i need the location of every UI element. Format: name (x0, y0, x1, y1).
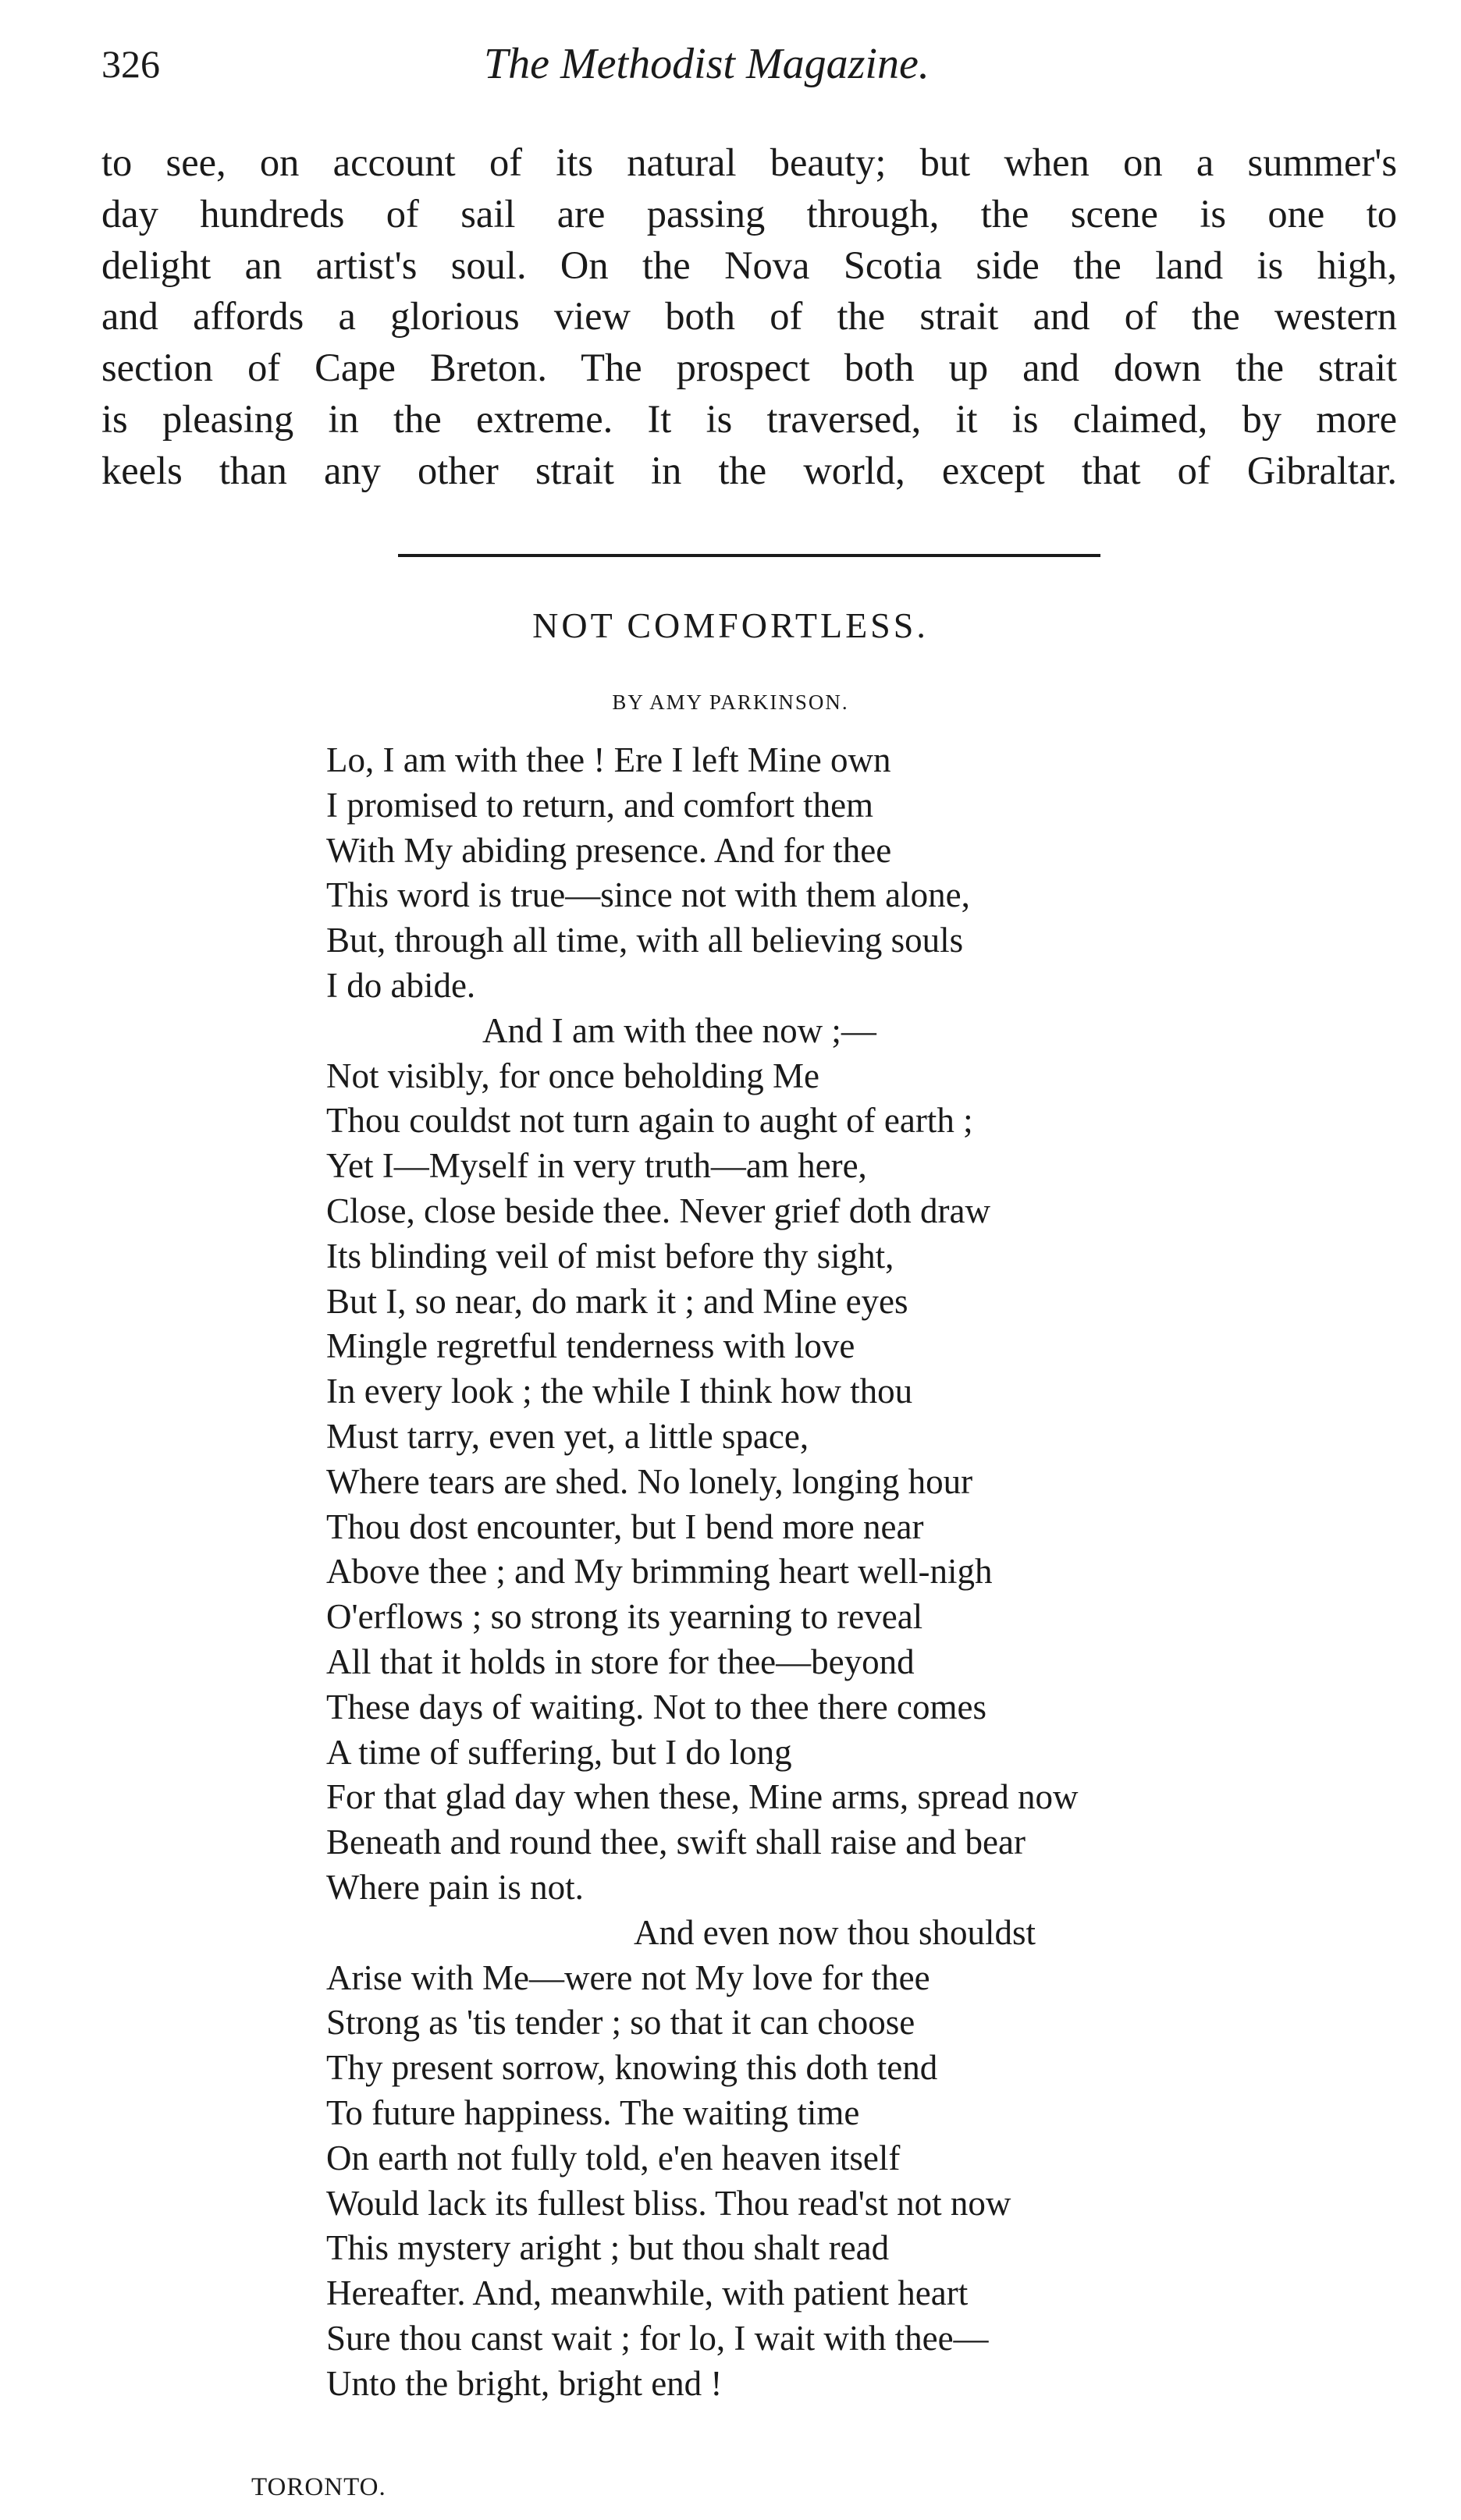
poem-line: Lo, I am with thee ! Ere I left Mine own (326, 740, 891, 779)
poem-line: Where tears are shed. No lonely, longing hour (326, 1461, 973, 1501)
poem-line: Must tarry, even yet, a little space, (326, 1416, 809, 1456)
poem-line: Arise with Me—were not My love for thee (326, 1957, 930, 1997)
poem-line: Hereafter. And, meanwhile, with patient heart (326, 2273, 969, 2313)
poem-place: TORONTO. (251, 2473, 386, 2501)
poem-line: Close, close beside thee. Never grief doth draw (326, 1191, 990, 1230)
poem-line: Thy present sorrow, knowing this doth tend (326, 2048, 938, 2088)
poem-line: Beneath and round thee, swift shall raise and bear (326, 1823, 1026, 1862)
running-title: The Methodist Magazine. (484, 40, 930, 88)
prose-line: is pleasing in the extreme. It is traversed, it is claimed, by more (101, 396, 1397, 441)
prose-line: section of Cape Breton. The prospect both up and down the strait (101, 346, 1397, 390)
prose-paragraph (101, 137, 1397, 497)
page-number: 326 (101, 42, 160, 86)
poem-line: Yet I—Myself in very truth—am here, (326, 1146, 867, 1186)
poem-line: O'erflows ; so strong its yearning to reveal (326, 1597, 923, 1637)
poem-line: Thou couldst not turn again to aught of earth ; (326, 1101, 973, 1141)
poem-line: And I am with thee now ;— (482, 1010, 876, 1050)
poem-line: Sure thou canst wait ; for lo, I wait with thee— (326, 2318, 989, 2358)
poem-line: Thou dost encounter, but I bend more near (326, 1507, 924, 1546)
prose-line: to see, on account of its natural beauty; but when on a summer's (101, 140, 1397, 184)
poem-body (326, 738, 1079, 2406)
poem-line: These days of waiting. Not to thee there comes (326, 1687, 986, 1727)
prose-line: delight an artist's soul. On the Nova Scotia side the land is high, (101, 243, 1397, 287)
poem-line: In every look ; the while I think how thou (326, 1372, 913, 1411)
poem-line: With My abiding presence. And for thee (326, 830, 892, 870)
poem-line: Above thee ; and My brimming heart well-nigh (326, 1552, 993, 1592)
poem-line: I do abide. (326, 965, 476, 1005)
poem-line: A time of suffering, but I do long (326, 1732, 792, 1772)
poem-line: This mystery aright ; but thou shalt read (326, 2228, 890, 2268)
prose-line: and affords a glorious view both of the strait and of the western (101, 294, 1397, 339)
poem-title: NOT COMFORTLESS. (532, 605, 929, 645)
poem-byline: BY AMY PARKINSON. (612, 690, 849, 714)
poem-line: But, through all time, with all believing souls (326, 921, 964, 960)
poem-line: This word is true—since not with them alone, (326, 875, 970, 915)
poem-line: Would lack its fullest bliss. Thou read'st not now (326, 2183, 1011, 2223)
section-divider (398, 554, 1100, 557)
poem-line: Not visibly, for once beholding Me (326, 1056, 819, 1095)
poem-line: Strong as 'tis tender ; so that it can choose (326, 2003, 915, 2043)
poem-line: Its blinding veil of mist before thy sight, (326, 1236, 894, 1276)
poem-line: Mingle regretful tenderness with love (326, 1326, 855, 1366)
poem-line: I promised to return, and comfort them (326, 785, 874, 825)
poem-line: To future happiness. The waiting time (326, 2092, 860, 2132)
poem-line: On earth not fully told, e'en heaven itself (326, 2138, 901, 2177)
poem-line: For that glad day when these, Mine arms, spread now (326, 1777, 1079, 1817)
poem-line: Where pain is not. (326, 1867, 584, 1907)
poem-line: And even now thou shouldst (634, 1912, 1036, 1952)
poem-line: Unto the bright, bright end ! (326, 2363, 723, 2403)
poem-line: All that it holds in store for thee—beyond (326, 1642, 915, 1681)
poem-line: But I, so near, do mark it ; and Mine eyes (326, 1281, 908, 1321)
prose-line: day hundreds of sail are passing through, the scene is one to (101, 191, 1397, 236)
prose-line: keels than any other strait in the world, except that of Gibraltar. (101, 448, 1397, 492)
